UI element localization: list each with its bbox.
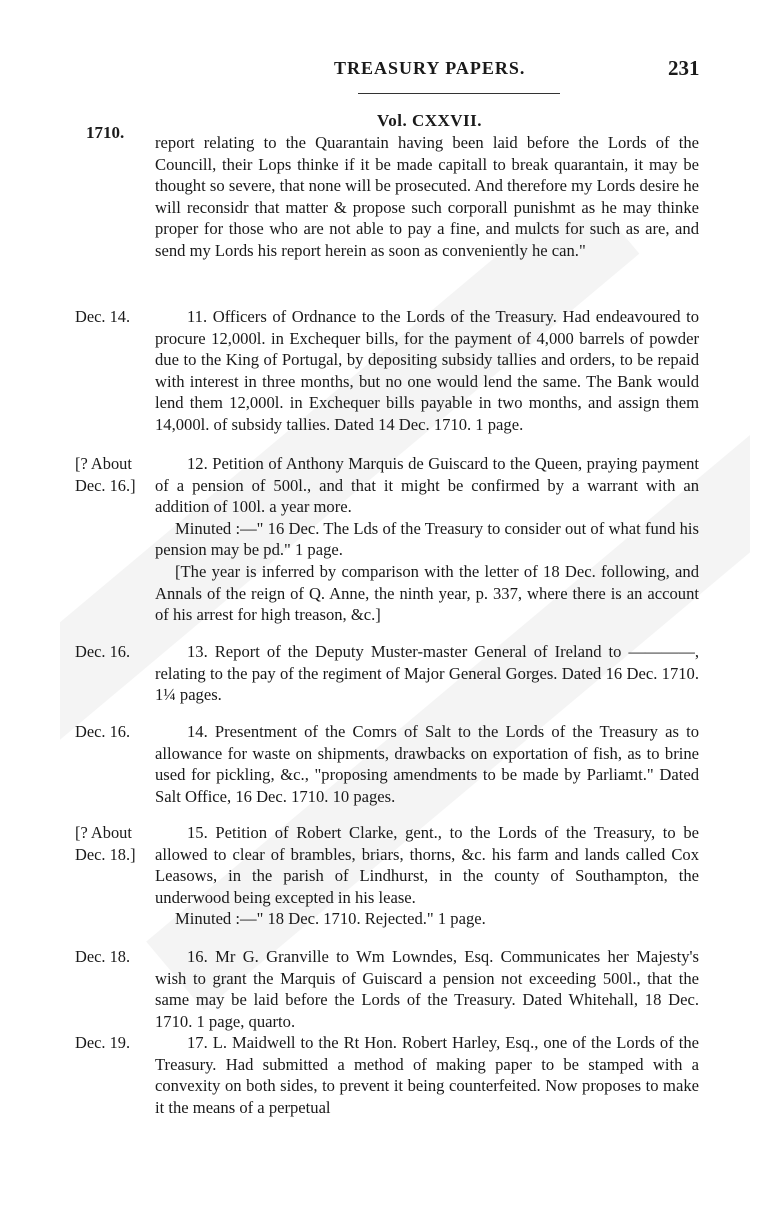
- paragraph: 16. Mr G. Granville to Wm Lowndes, Esq. Communicates her Majesty's wish to grant the Marquis of Guiscard a pension not exceeding 500l., that the same may be laid before the Lords of the Treasury. Dated Whitehall, 18 Dec. 1710. 1 page, quarto.: [155, 947, 699, 1031]
- entry-date: Dec. 18.: [75, 947, 131, 966]
- entry-13: [155, 641, 699, 706]
- entry-12: [155, 453, 699, 626]
- header-rule: [358, 93, 560, 94]
- entry-15: [155, 822, 699, 930]
- entry-16: [155, 946, 699, 1032]
- paragraph: 12. Petition of Anthony Marquis de Guiscard to the Queen, praying payment of a pension of 500l., and that it might be confirmed by a warrant with an addition of 100l. a year more.: [155, 454, 699, 517]
- editorial-note: [The year is inferred by comparison with the letter of 18 Dec. following, and Annals of the reign of Q. Anne, the ninth year, p. 337, where there is an account of his arrest for high treason, &c.]: [155, 561, 699, 625]
- paragraph: 13. Report of the Deputy Muster-master General of Ireland to ————, relating to the pay of the regiment of Major General Gorges. Dated 16 Dec. 1710. 1¼ pages.: [155, 642, 699, 705]
- minute-note: Minuted :—" 18 Dec. 1710. Rejected." 1 page.: [175, 909, 486, 929]
- paragraph: 15. Petition of Robert Clarke, gent., to the Lords of the Treasury, to be allowed to clear of brambles, briars, thorns, &c. his farm and lands called Cox Leasows, in the parish of Lindhurst, in the county of Southampton, the underwood being excepted in his lease.: [155, 823, 699, 907]
- entry-date: [? About Dec. 16.]: [75, 454, 136, 495]
- entry-date: Dec. 14.: [75, 307, 131, 326]
- year-marginal: 1710.: [86, 123, 125, 142]
- page-header: [0, 56, 770, 84]
- entry-date: Dec. 16.: [75, 642, 131, 661]
- volume-heading: Vol. CXXVII.: [377, 111, 483, 130]
- entry-17: [155, 1032, 699, 1118]
- entry-11: [155, 306, 699, 436]
- continuation-text: [155, 132, 699, 262]
- minute-note: Minuted :—" 16 Dec. The Lds of the Treasury to consider out of what fund his pension may be pd." 1 page.: [155, 518, 699, 560]
- entry-14: [155, 721, 699, 807]
- entry-date: [? About Dec. 18.]: [75, 823, 136, 864]
- page-number: 231: [668, 56, 700, 80]
- paragraph: 11. Officers of Ordnance to the Lords of the Treasury. Had endeavoured to procure 12,000l. in Exchequer bills, for the payment of 4,000 barrels of powder due to the King of Portugal, by depositing subsidy tallies and orders, to be repaid with interest in three months, but no one would lend the same. The Bank would lend them 12,000l. in Exchequer bills payable in two months, and assign them 14,000l. of subsidy tallies. Dated 14 Dec. 1710. 1 page.: [155, 307, 699, 434]
- running-title: TREASURY PAPERS.: [334, 58, 526, 78]
- paragraph: 17. L. Maidwell to the Rt Hon. Robert Harley, Esq., one of the Lords of the Treasury. Had submitted a method of making paper to be stamped with a convexity on both sides, to prevent it being counterfeited. Now proposes to make it the means of a perpetual: [155, 1033, 699, 1117]
- paragraph: report relating to the Quarantain having been laid before the Lords of the Councill, their Lops thinke if it be made capitall to break quarantain, it may be thought so severe, that none will be prosecuted. And therefore my Lords desire he will reconsidr that matter & propose such corporall punishmt as he may thinke proper for those who are not able to pay a fine, and mulcts for such as are, and send my Lords his report herein as soon as conveniently he can.": [155, 133, 699, 260]
- entry-date: Dec. 16.: [75, 722, 131, 741]
- entry-date: Dec. 19.: [75, 1033, 131, 1052]
- paragraph: 14. Presentment of the Comrs of Salt to the Lords of the Treasury as to allowance for waste on shipments, drawbacks on exportation of fish, as to brine used for pickling, &c., "proposing amendments to be made by Parliamt." Dated Salt Office, 16 Dec. 1710. 10 pages.: [155, 722, 699, 806]
